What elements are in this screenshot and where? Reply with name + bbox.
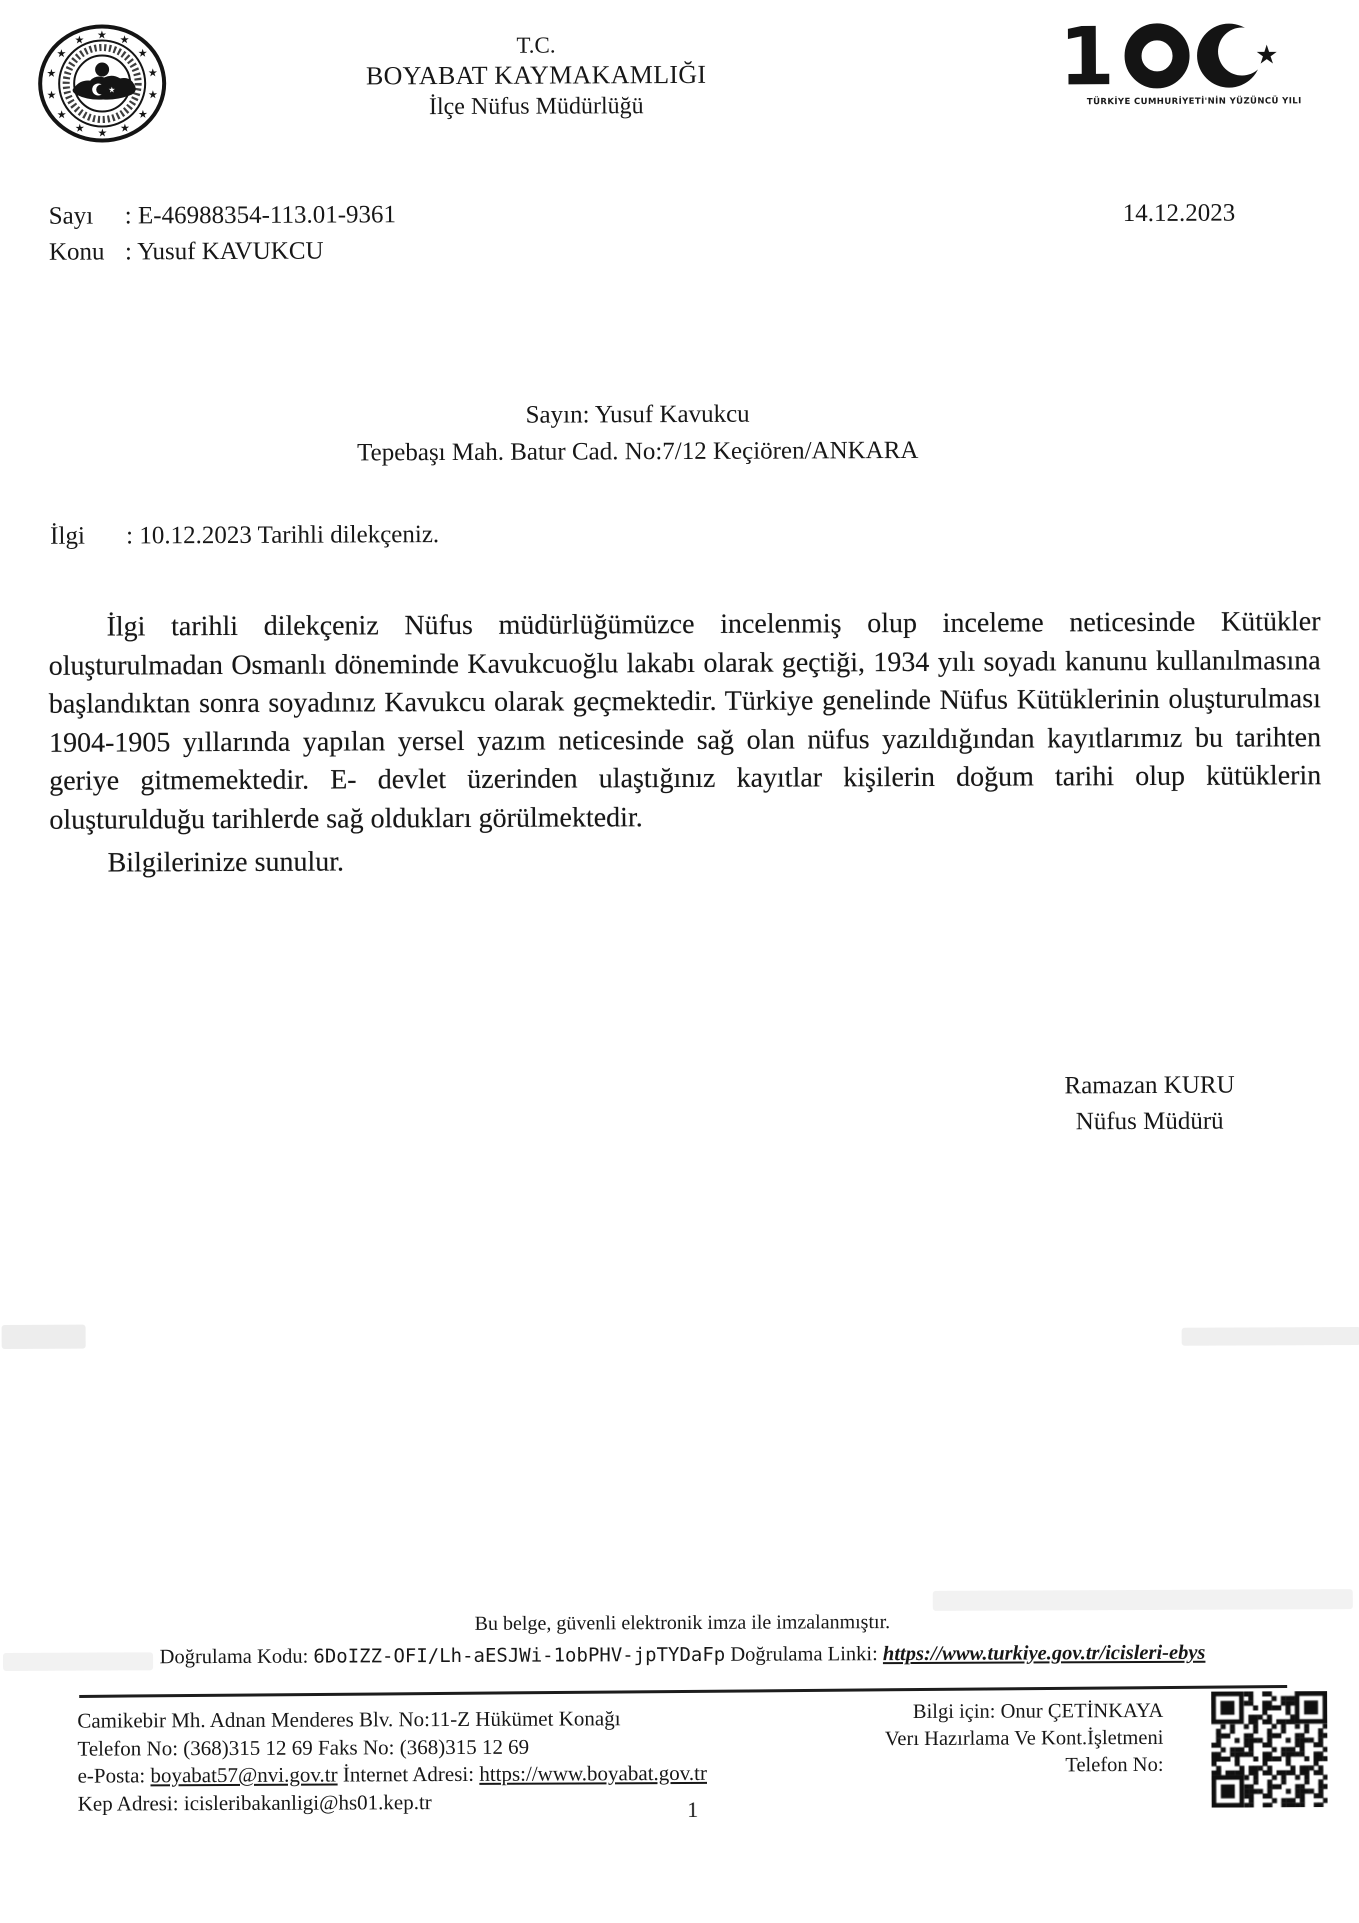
svg-text:★: ★: [97, 127, 108, 140]
svg-text:★: ★: [147, 89, 158, 102]
signer-title: Nüfus Müdürü: [1075, 1107, 1224, 1136]
signature-block: [958, 1067, 1340, 1141]
centenary-100-icon: [1059, 21, 1329, 90]
recipient-name: Sayın: Yusuf Kavukcu: [525, 400, 750, 429]
letterhead-org: BOYABAT KAYMAKAMLIĞI: [365, 59, 707, 91]
svg-text:★: ★: [74, 122, 85, 135]
verify-code: 6DoIZZ-OFI/Lh-aESJWi-1obPHV-jpTYDaFp: [313, 1643, 726, 1668]
centenary-100-logo: [1052, 21, 1336, 107]
document-date: 14.12.2023: [1122, 199, 1236, 228]
ilgi-value: : 10.12.2023 Tarihli dilekçeniz.: [126, 521, 440, 550]
info-contact: Bilgi için: Onur ÇETİNKAYA: [912, 1699, 1164, 1723]
signer-name: Ramazan KURU: [1064, 1071, 1235, 1100]
svg-text:★: ★: [46, 67, 57, 80]
sayi-value: : E-46988354-113.01-9361: [124, 201, 397, 230]
footer-phone: Telefon No: (368)315 12 69 Faks No: (368)315 12 69: [77, 1734, 530, 1761]
konu-value: : Yusuf KAVUKCU: [124, 237, 324, 266]
konu-row: [49, 233, 396, 271]
svg-text:★: ★: [137, 47, 148, 60]
svg-text:★: ★: [96, 29, 107, 42]
reference-row: [50, 521, 439, 551]
letterhead-tc: T.C.: [516, 32, 556, 58]
page-number: 1: [687, 1796, 699, 1822]
web-label: İnternet Adresi:: [342, 1761, 475, 1787]
konu-label: Konu: [48, 238, 105, 266]
sayi-row: [49, 197, 396, 235]
verification-line: [3, 1641, 1359, 1670]
svg-text:1: 1: [1058, 21, 1115, 91]
svg-text:★: ★: [56, 48, 67, 61]
qr-code: [1211, 1691, 1328, 1808]
email-link[interactable]: boyabat57@nvi.gov.tr: [150, 1762, 338, 1788]
body-paragraph: İlgi tarihli dilekçeniz Nüfus müdürlüğümüzce incelenmiş olup inceleme neticesinde Kütükler oluşturulmadan Osmanlı döneminde Kavukcuoğlu lakabı olarak geçtiği, 1934 yılı soyadı kanunu kullanılmasına başlandıktan sonra soyadınız Kavukcu olarak geçmektedir. Türkiye genelinde Nüfus Kütüklerinin oluşturulması 1904-1905 yıllarında yapılan yersel yazım neticesinde sağ olan nüfus yazıldığından kayıtlarımız bu tarihten geriye gitmemektedir. E- devlet üzerinden ulaştığınız kayıtlar kişilerin doğum tarihi olup kütüklerin oluşturulduğu tarihlerde sağ oldukları görülmektedir.: [48, 606, 1322, 836]
verify-link[interactable]: https://www.turkiye.gov.tr/icisleri-ebys: [882, 1641, 1206, 1666]
footer-divider: [79, 1685, 1287, 1698]
centenary-label: TÜRKİYE CUMHURİYETİ'NİN YÜZÜNCÜ YILI: [1086, 96, 1302, 108]
svg-text:★: ★: [1254, 40, 1279, 70]
svg-text:★: ★: [119, 122, 130, 135]
info-phone: Telefon No:: [1065, 1753, 1164, 1777]
svg-text:★: ★: [119, 34, 130, 47]
svg-text:★: ★: [56, 109, 67, 122]
scan-artifact: [2, 1325, 86, 1349]
esign-notice: Bu belge, güvenli elektronik imza ile imzalanmıştır.: [474, 1611, 891, 1635]
footer-info-block: [773, 1698, 1163, 1781]
footer-address: Camikebir Mh. Adnan Menderes Blv. No:11-Z Hükümet Konağı: [77, 1706, 621, 1733]
ministry-seal-icon: [36, 22, 169, 150]
svg-text:★: ★: [46, 89, 57, 102]
verify-code-label: Doğrulama Kodu:: [159, 1645, 309, 1669]
letterhead-dept: İlçe Nüfus Müdürlüğü: [428, 93, 644, 121]
svg-text:★: ★: [74, 34, 85, 47]
svg-text:★: ★: [147, 67, 158, 80]
sayi-label: Sayı: [48, 202, 94, 230]
recipient-block: [238, 394, 1038, 471]
closing-line: Bilgilerinize sunulur.: [107, 846, 345, 879]
ilgi-label: İlgi: [50, 522, 85, 550]
footer-kep: Kep Adresi: icisleribakanligi@hs01.kep.tr: [77, 1789, 432, 1816]
verify-link-label: Doğrulama Linki:: [730, 1643, 878, 1666]
website-link[interactable]: https://www.boyabat.gov.tr: [479, 1760, 708, 1786]
scan-artifact: [933, 1589, 1353, 1611]
svg-text:★: ★: [137, 108, 148, 121]
scan-artifact: [1182, 1327, 1359, 1346]
letterhead: [236, 31, 836, 122]
doc-meta: [49, 197, 397, 271]
letter-body: [48, 603, 1321, 883]
footer-email-line: [77, 1760, 707, 1790]
info-title: Verı Hazırlama Ve Kont.İşletmeni: [884, 1726, 1164, 1751]
recipient-address: Tepebaşı Mah. Batur Cad. No:7/12 Keçiören/ANKARA: [357, 436, 919, 467]
svg-text:★: ★: [108, 85, 116, 95]
email-label: e-Posta:: [77, 1763, 146, 1788]
